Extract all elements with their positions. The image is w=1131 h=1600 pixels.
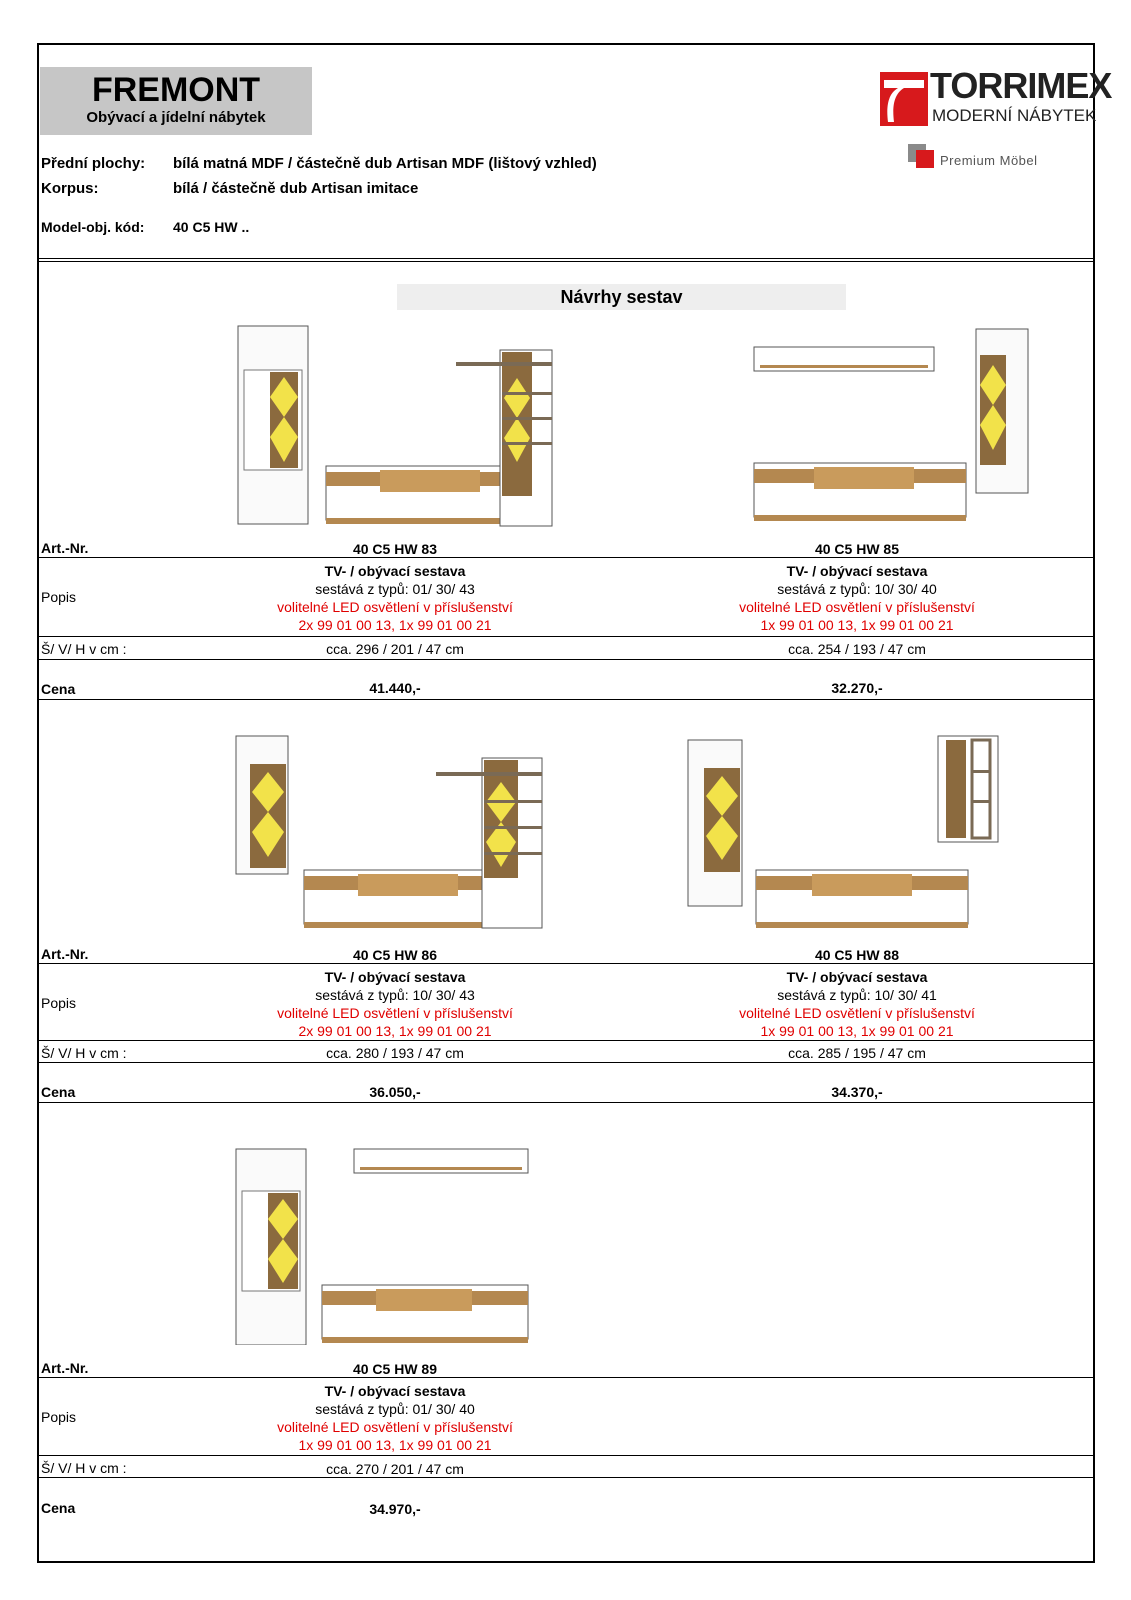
cena-label: Cena (41, 681, 76, 697)
product-card-hw89 (175, 1360, 615, 1518)
product-type: TV- / obývací sestava (324, 969, 466, 985)
cena-label: Cena (41, 1500, 76, 1516)
art-number: 40 C5 HW 86 (352, 947, 438, 963)
art-number: 40 C5 HW 85 (814, 541, 900, 557)
product-type: TV- / obývací sestava (786, 969, 928, 985)
led-codes: 2x 99 01 00 13, 1x 99 01 00 21 (298, 1023, 492, 1039)
product-consists: sestává z typů: 10/ 30/ 40 (777, 581, 937, 597)
product-card-hw85 (637, 540, 1077, 697)
dimensions: cca. 270 / 201 / 47 cm (326, 1461, 464, 1477)
product-consists: sestává z typů: 01/ 30/ 40 (315, 1401, 475, 1417)
price: 41.440,- (369, 680, 421, 696)
dimensions: cca. 280 / 193 / 47 cm (326, 1045, 464, 1061)
front-value: bílá matná MDF / částečně dub Artisan MDF (lištový vzhled) (173, 155, 597, 172)
front-label: Přední plochy: (41, 155, 146, 172)
dimensions: cca. 254 / 193 / 47 cm (788, 641, 926, 657)
brand-subtitle: Obývací a jídelní nábytek (86, 109, 266, 126)
premium-icon (908, 144, 936, 170)
product-type: TV- / obývací sestava (324, 563, 466, 579)
header-separator (39, 258, 1093, 259)
model-value: 40 C5 HW .. (173, 219, 250, 235)
model-label: Model-obj. kód: (41, 219, 145, 235)
row-divider (39, 699, 1093, 700)
header-separator-2 (39, 261, 1093, 262)
body-value: bílá / částečně dub Artisan imitace (173, 180, 419, 197)
product-card-hw86 (175, 946, 615, 1101)
product-type: TV- / obývací sestava (786, 563, 928, 579)
led-note: volitelné LED osvětlení v příslušenství (277, 1005, 513, 1021)
led-note: volitelné LED osvětlení v příslušenství (739, 599, 975, 615)
row-divider (39, 1102, 1093, 1103)
led-codes: 1x 99 01 00 13, 1x 99 01 00 21 (760, 617, 954, 633)
furniture-illustration-hw88 (684, 732, 1004, 932)
led-codes: 1x 99 01 00 13, 1x 99 01 00 21 (760, 1023, 954, 1039)
product-card-hw88 (637, 946, 1077, 1101)
popis-label: Popis (41, 589, 77, 605)
brand-title: FREMONT (91, 71, 261, 109)
art-label: Art.-Nr. (41, 1360, 89, 1376)
product-consists: sestává z typů: 10/ 30/ 41 (777, 987, 937, 1003)
price: 36.050,- (369, 1084, 421, 1100)
product-consists: sestává z typů: 10/ 30/ 43 (315, 987, 475, 1003)
price: 32.270,- (831, 680, 883, 696)
section-title: Návrhy sestav (397, 284, 846, 310)
dimensions: cca. 296 / 201 / 47 cm (326, 641, 464, 657)
logo-tagline: MODERNÍ NÁBYTEK (932, 106, 1097, 125)
popis-label: Popis (41, 995, 77, 1011)
body-label: Korpus: (41, 180, 99, 197)
furniture-illustration-hw85 (750, 325, 1040, 525)
price: 34.970,- (369, 1501, 421, 1517)
art-number: 40 C5 HW 83 (352, 541, 438, 557)
dims-label: Š/ V/ H v cm : (41, 641, 127, 657)
product-card-hw83 (175, 540, 615, 697)
art-label: Art.-Nr. (41, 946, 89, 962)
furniture-illustration-hw89 (230, 1145, 540, 1345)
popis-label: Popis (41, 1409, 77, 1425)
product-type: TV- / obývací sestava (324, 1383, 466, 1399)
logo-name: TORRIMEX (930, 65, 1112, 106)
led-note: volitelné LED osvětlení v příslušenství (739, 1005, 975, 1021)
premium-label: Premium Möbel (940, 153, 1038, 168)
art-number: 40 C5 HW 89 (352, 1361, 438, 1377)
brand-box (40, 67, 312, 135)
furniture-illustration-hw86 (230, 732, 560, 932)
price: 34.370,- (831, 1084, 883, 1100)
cena-label: Cena (41, 1084, 76, 1100)
dims-label: Š/ V/ H v cm : (41, 1460, 127, 1476)
led-codes: 2x 99 01 00 13, 1x 99 01 00 21 (298, 617, 492, 633)
led-note: volitelné LED osvětlení v příslušenství (277, 1419, 513, 1435)
led-note: volitelné LED osvětlení v příslušenství (277, 599, 513, 615)
art-number: 40 C5 HW 88 (814, 947, 900, 963)
product-consists: sestává z typů: 01/ 30/ 43 (315, 581, 475, 597)
dimensions: cca. 285 / 195 / 47 cm (788, 1045, 926, 1061)
led-codes: 1x 99 01 00 13, 1x 99 01 00 21 (298, 1437, 492, 1453)
torrimex-logo (880, 72, 928, 126)
furniture-illustration-hw83 (230, 322, 570, 528)
art-label: Art.-Nr. (41, 540, 89, 556)
dims-label: Š/ V/ H v cm : (41, 1045, 127, 1061)
